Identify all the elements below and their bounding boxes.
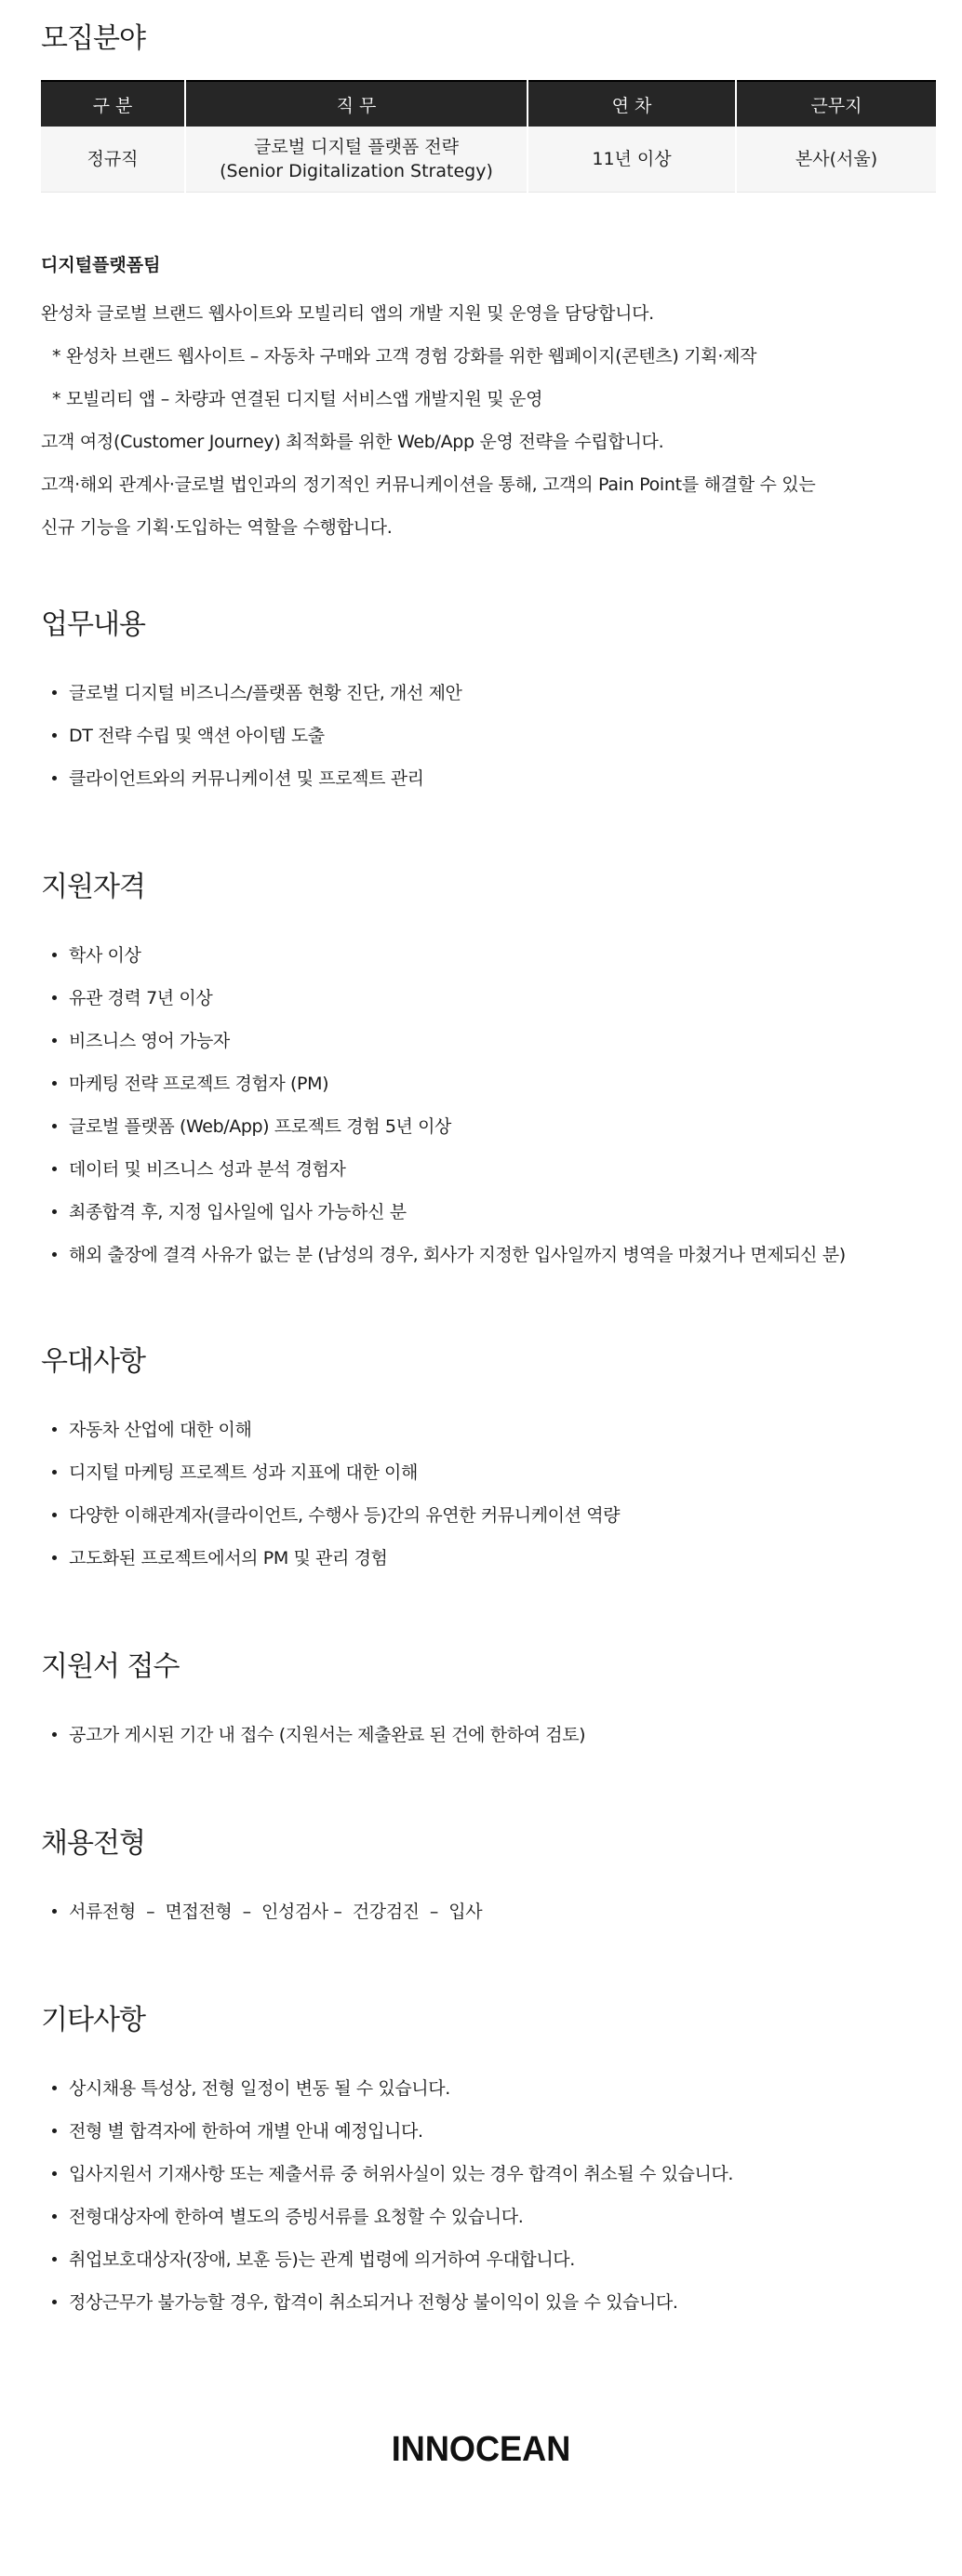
header-years: 연 차: [528, 80, 735, 127]
list-item: 유관 경력 7년 이상: [41, 977, 930, 1020]
cell-role: [186, 127, 527, 193]
team-intro: [41, 251, 930, 549]
bullet-icon: [52, 995, 57, 1000]
section-title-recruit-field: 모집분야: [41, 22, 145, 55]
list-item: 전형대상자에 한하여 별도의 증빙서류를 요청할 수 있습니다.: [41, 2196, 930, 2238]
preferred-list: [41, 1408, 930, 1580]
bullet-icon: [52, 2214, 57, 2219]
list-item: 자동차 산업에 대한 이해: [41, 1408, 930, 1451]
cell-years: 11년 이상: [528, 127, 735, 193]
list-item: 입사지원서 기재사항 또는 제출서류 중 허위사실이 있는 경우 합격이 취소될 수 있습니다.: [41, 2153, 930, 2196]
intro-line: 고객·해외 관계사·글로벌 법인과의 정기적인 커뮤니케이션을 통해, 고객의 Pain Point를 해결할 수 있는: [41, 474, 816, 495]
team-name: 디지털플랫폼팀: [41, 255, 161, 275]
bullet-icon: [52, 1909, 57, 1914]
bullet-icon: [52, 2300, 57, 2304]
list-item: 최종합격 후, 지정 입사일에 입사 가능하신 분: [41, 1191, 930, 1234]
bullet-icon: [52, 1252, 57, 1257]
bullet-icon: [52, 1081, 57, 1086]
intro-line: 완성차 글로벌 브랜드 웹사이트와 모빌리티 앱의 개발 지원 및 운영을 담당합니다.: [41, 303, 654, 324]
recruit-table: [39, 80, 938, 193]
section-title-qualifications: 지원자격: [41, 871, 145, 903]
bullet-icon: [52, 776, 57, 781]
header-location: 근무지: [737, 80, 936, 127]
list-item: 취업보호대상자(장애, 보훈 등)는 관계 법령에 의거하여 우대합니다.: [41, 2238, 930, 2281]
intro-line: * 모빌리티 앱 – 차량과 연결된 디지털 서비스앱 개발지원 및 운영: [52, 389, 543, 409]
bullet-icon: [52, 1038, 57, 1043]
cell-role-line2: (Senior Digitalization Strategy): [220, 161, 493, 181]
bullet-icon: [52, 2086, 57, 2090]
bullet-icon: [52, 2257, 57, 2262]
list-item: 클라이언트와의 커뮤니케이션 및 프로젝트 관리: [41, 757, 930, 800]
bullet-icon: [52, 1167, 57, 1171]
header-type: 구 분: [41, 80, 184, 127]
list-item: 글로벌 플랫폼 (Web/App) 프로젝트 경험 5년 이상: [41, 1105, 930, 1148]
list-item: 디지털 마케팅 프로젝트 성과 지표에 대한 이해: [41, 1451, 930, 1494]
bullet-icon: [52, 2129, 57, 2133]
list-item: 서류전형 – 면접전형 – 인성검사 – 건강검진 – 입사: [41, 1890, 930, 1933]
list-item: 정상근무가 불가능할 경우, 합격이 취소되거나 전형상 불이익이 있을 수 있습니다.: [41, 2281, 930, 2324]
qualifications-list: [41, 934, 930, 1276]
bullet-icon: [52, 953, 57, 957]
bullet-icon: [52, 1513, 57, 1517]
list-item: DT 전략 수립 및 액션 아이템 도출: [41, 714, 930, 757]
list-item: 전형 별 합격자에 한하여 개별 안내 예정입니다.: [41, 2110, 930, 2153]
process-list: [41, 1890, 930, 1933]
bullet-icon: [52, 733, 57, 738]
duties-list: [41, 672, 930, 800]
list-item: 마케팅 전략 프로젝트 경험자 (PM): [41, 1062, 930, 1105]
list-item: 상시채용 특성상, 전형 일정이 변동 될 수 있습니다.: [41, 2067, 930, 2110]
list-item: 고도화된 프로젝트에서의 PM 및 관리 경험: [41, 1537, 930, 1580]
section-title-duties: 업무내용: [41, 608, 145, 641]
innocean-logo: INNOCEAN: [391, 2430, 571, 2469]
intro-line: 고객 여정(Customer Journey) 최적화를 위한 Web/App 운영 전략을 수립합니다.: [41, 432, 664, 452]
list-item: 공고가 게시된 기간 내 접수 (지원서는 제출완료 된 건에 한하여 검토): [41, 1714, 930, 1756]
cell-location: 본사(서울): [737, 127, 936, 193]
intro-line: 신규 기능을 기획·도입하는 역할을 수행합니다.: [41, 517, 393, 538]
bullet-icon: [52, 1209, 57, 1214]
list-item: 글로벌 디지털 비즈니스/플랫폼 현황 진단, 개선 제안: [41, 672, 930, 714]
intro-line: * 완성차 브랜드 웹사이트 – 자동차 구매와 고객 경험 강화를 위한 웹페이지(콘텐츠) 기획·제작: [52, 346, 757, 367]
application-list: [41, 1714, 930, 1756]
list-item: 비즈니스 영어 가능자: [41, 1020, 930, 1062]
table-row: [41, 127, 936, 193]
list-item: 데이터 및 비즈니스 성과 분석 경험자: [41, 1148, 930, 1191]
cell-role-line1: 글로벌 디지털 플랫폼 전략: [253, 137, 459, 157]
bullet-icon: [52, 1732, 57, 1737]
list-item: 학사 이상: [41, 934, 930, 977]
section-title-process: 채용전형: [41, 1827, 145, 1860]
section-title-preferred: 우대사항: [41, 1345, 145, 1378]
section-title-application: 지원서 접수: [41, 1650, 180, 1683]
list-item: 다양한 이해관계자(클라이언트, 수행사 등)간의 유연한 커뮤니케이션 역량: [41, 1494, 930, 1537]
etc-list: [41, 2067, 930, 2324]
header-role: 직 무: [186, 80, 527, 127]
bullet-icon: [52, 1470, 57, 1475]
bullet-icon: [52, 1555, 57, 1560]
recruit-table-header-row: [41, 80, 936, 127]
bullet-icon: [52, 1124, 57, 1128]
bullet-icon: [52, 690, 57, 695]
cell-type: 정규직: [41, 127, 184, 193]
bullet-icon: [52, 1427, 57, 1432]
list-item: 해외 출장에 결격 사유가 없는 분 (남성의 경우, 회사가 지정한 입사일까지 병역을 마쳤거나 면제되신 분): [41, 1234, 930, 1276]
section-title-etc: 기타사항: [41, 2004, 145, 2036]
bullet-icon: [52, 2171, 57, 2176]
